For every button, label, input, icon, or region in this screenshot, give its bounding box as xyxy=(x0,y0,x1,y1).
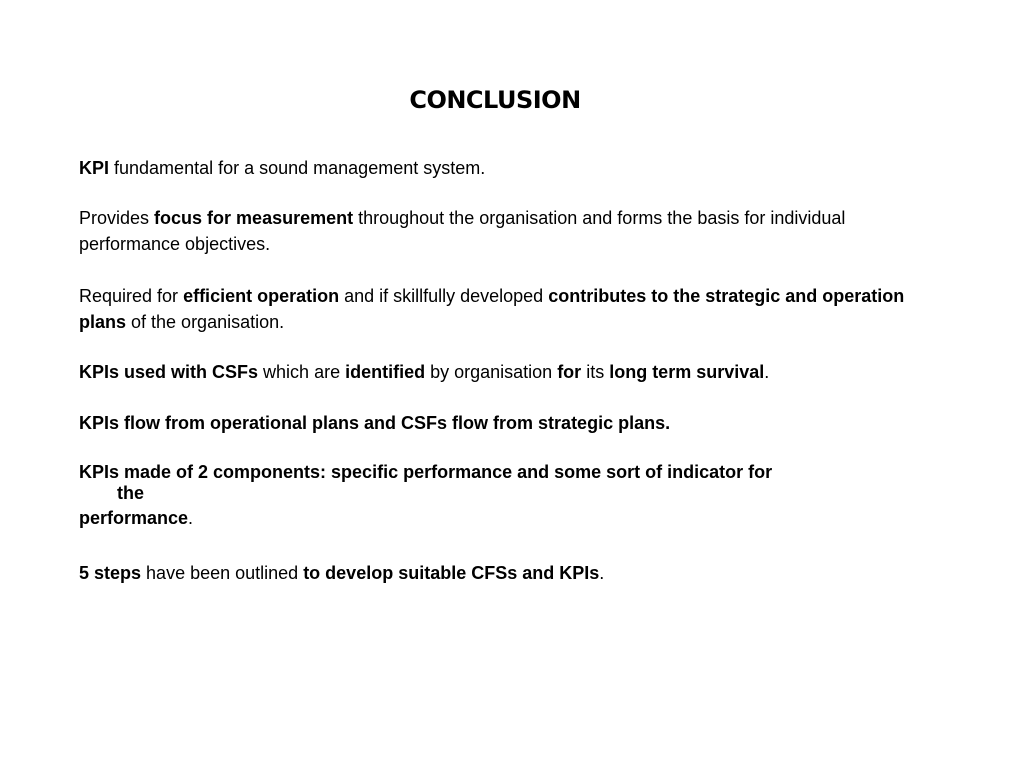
text: of the organisation. xyxy=(126,312,285,332)
paragraph-kpi-fundamental xyxy=(79,155,919,181)
text: throughout the organisation and forms the basis for individual performance objectives. xyxy=(79,208,846,254)
text: which are xyxy=(258,362,346,382)
paragraph-five-steps xyxy=(79,560,919,586)
bold-text: 5 steps xyxy=(79,563,142,583)
paragraph-kpis-with-csfs xyxy=(79,359,919,385)
paragraph-efficient-operation xyxy=(79,283,919,335)
text: by organisation xyxy=(425,362,558,382)
paragraph-focus-measurement xyxy=(79,205,919,257)
bold-text: performance xyxy=(79,508,189,528)
bold-text: KPI xyxy=(79,158,110,178)
bold-text: KPIs used with CSFs xyxy=(79,362,259,382)
bold-text: efficient operation xyxy=(183,286,340,306)
paragraph-kpis-flow xyxy=(79,410,919,436)
text: its xyxy=(581,362,610,382)
text: Required for xyxy=(79,286,184,306)
bold-text: KPIs made of 2 components: specific performance and some sort of indicator for xyxy=(79,462,773,482)
text: . xyxy=(764,362,770,382)
slide-title: CONCLUSION xyxy=(409,86,581,114)
line xyxy=(79,508,919,529)
bold-text: to develop suitable CFSs and KPIs xyxy=(303,563,600,583)
bold-text: long term survival xyxy=(609,362,765,382)
text: Provides xyxy=(79,208,155,228)
bold-text: contributes to the strategic and operation plans xyxy=(79,286,905,332)
paragraph-kpis-components xyxy=(79,462,919,529)
text: have been outlined xyxy=(141,563,304,583)
bold-text: the xyxy=(117,483,144,503)
text: . xyxy=(188,508,194,528)
text: . xyxy=(599,563,605,583)
text: and if skillfully developed xyxy=(339,286,549,306)
text: fundamental for a sound management system. xyxy=(109,158,486,178)
bold-text: focus for measurement xyxy=(154,208,354,228)
bold-text: KPIs flow from operational plans and CSFs flow from strategic plans. xyxy=(79,413,671,433)
bold-text: identified xyxy=(345,362,426,382)
bold-text: for xyxy=(557,362,582,382)
